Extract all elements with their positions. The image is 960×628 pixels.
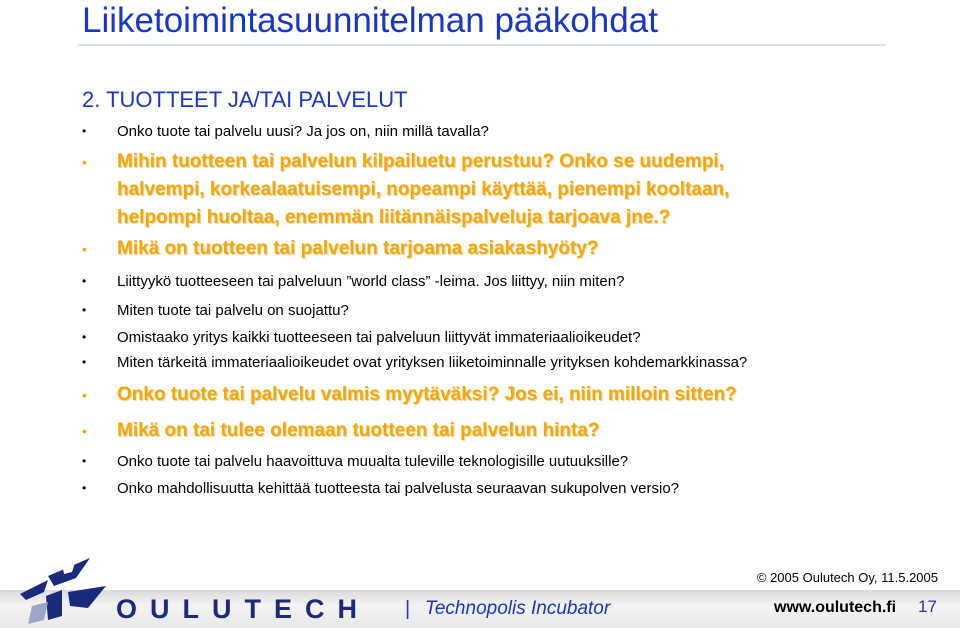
bullet-text: helpompi huoltaa, enemmän liitännäispalveluja tarjoava jne.? bbox=[117, 207, 671, 228]
bullet-text: Liittyykö tuotteeseen tai palveluun ”world class” -leima. Jos liittyy, niin miten? bbox=[117, 273, 625, 290]
bullet-marker: • bbox=[82, 355, 87, 369]
bullet-marker: • bbox=[82, 274, 87, 288]
bullet-marker: • bbox=[82, 124, 87, 138]
website-link[interactable]: www.oulutech.fi bbox=[774, 599, 897, 616]
bullet-marker: • bbox=[82, 154, 87, 170]
bullet-text: halvempi, korkealaatuisempi, nopeampi käyttää, pienempi kooltaan, bbox=[117, 179, 730, 200]
bullet-marker: • bbox=[82, 481, 87, 495]
footer-divider: | bbox=[405, 598, 411, 620]
slide-title: Liiketoimintasuunnitelman pääkohdat bbox=[82, 1, 658, 40]
oulutech-wordmark: OULUTECH bbox=[116, 594, 370, 624]
bullet-marker: • bbox=[82, 387, 87, 403]
copyright-notice: © 2005 Oulutech Oy, 11.5.2005 bbox=[756, 570, 938, 585]
bullet-text: Miten tuote tai palvelu on suojattu? bbox=[117, 302, 349, 319]
bullet-marker: • bbox=[82, 454, 87, 468]
technopolis-incubator-label: Technopolis Incubator bbox=[425, 598, 611, 619]
bullet-text: Onko tuote tai palvelu valmis myytäväksi? Jos ei, niin milloin sitten? bbox=[117, 384, 737, 405]
bullet-marker: • bbox=[82, 241, 87, 257]
bullet-text: Mikä on tuotteen tai palvelun tarjoama asiakashyöty? bbox=[117, 238, 599, 259]
bullet-marker: • bbox=[82, 303, 87, 317]
bullet-text: Miten tärkeitä immateriaalioikeudet ovat yrityksen liiketoiminnalle yrityksen kohdemarkkinassa? bbox=[117, 354, 748, 371]
bullet-marker: • bbox=[82, 423, 87, 439]
bullet-text: Onko mahdollisuutta kehittää tuotteesta tai palvelusta seuraavan sukupolven versio? bbox=[117, 480, 680, 497]
oulutech-logo-icon bbox=[18, 556, 110, 626]
bullet-text: Mihin tuotteen tai palvelun kilpailuetu perustuu? Onko se uudempi, bbox=[117, 151, 724, 172]
bullet-text: Onko tuote tai palvelu uusi? Ja jos on, niin millä tavalla? bbox=[117, 123, 489, 140]
bullet-text: Onko tuote tai palvelu haavoittuva muualta tuleville teknologisille uutuuksille? bbox=[117, 453, 629, 470]
bullet-text: Mikä on tai tulee olemaan tuotteen tai palvelun hinta? bbox=[117, 420, 600, 441]
section-heading: 2. TUOTTEET JA/TAI PALVELUT bbox=[82, 87, 408, 112]
bullet-marker: • bbox=[82, 330, 87, 344]
page-number: 17 bbox=[918, 597, 937, 616]
bullet-text: Omistaako yritys kaikki tuotteeseen tai palveluun liittyvät immateriaalioikeudet? bbox=[117, 329, 641, 346]
